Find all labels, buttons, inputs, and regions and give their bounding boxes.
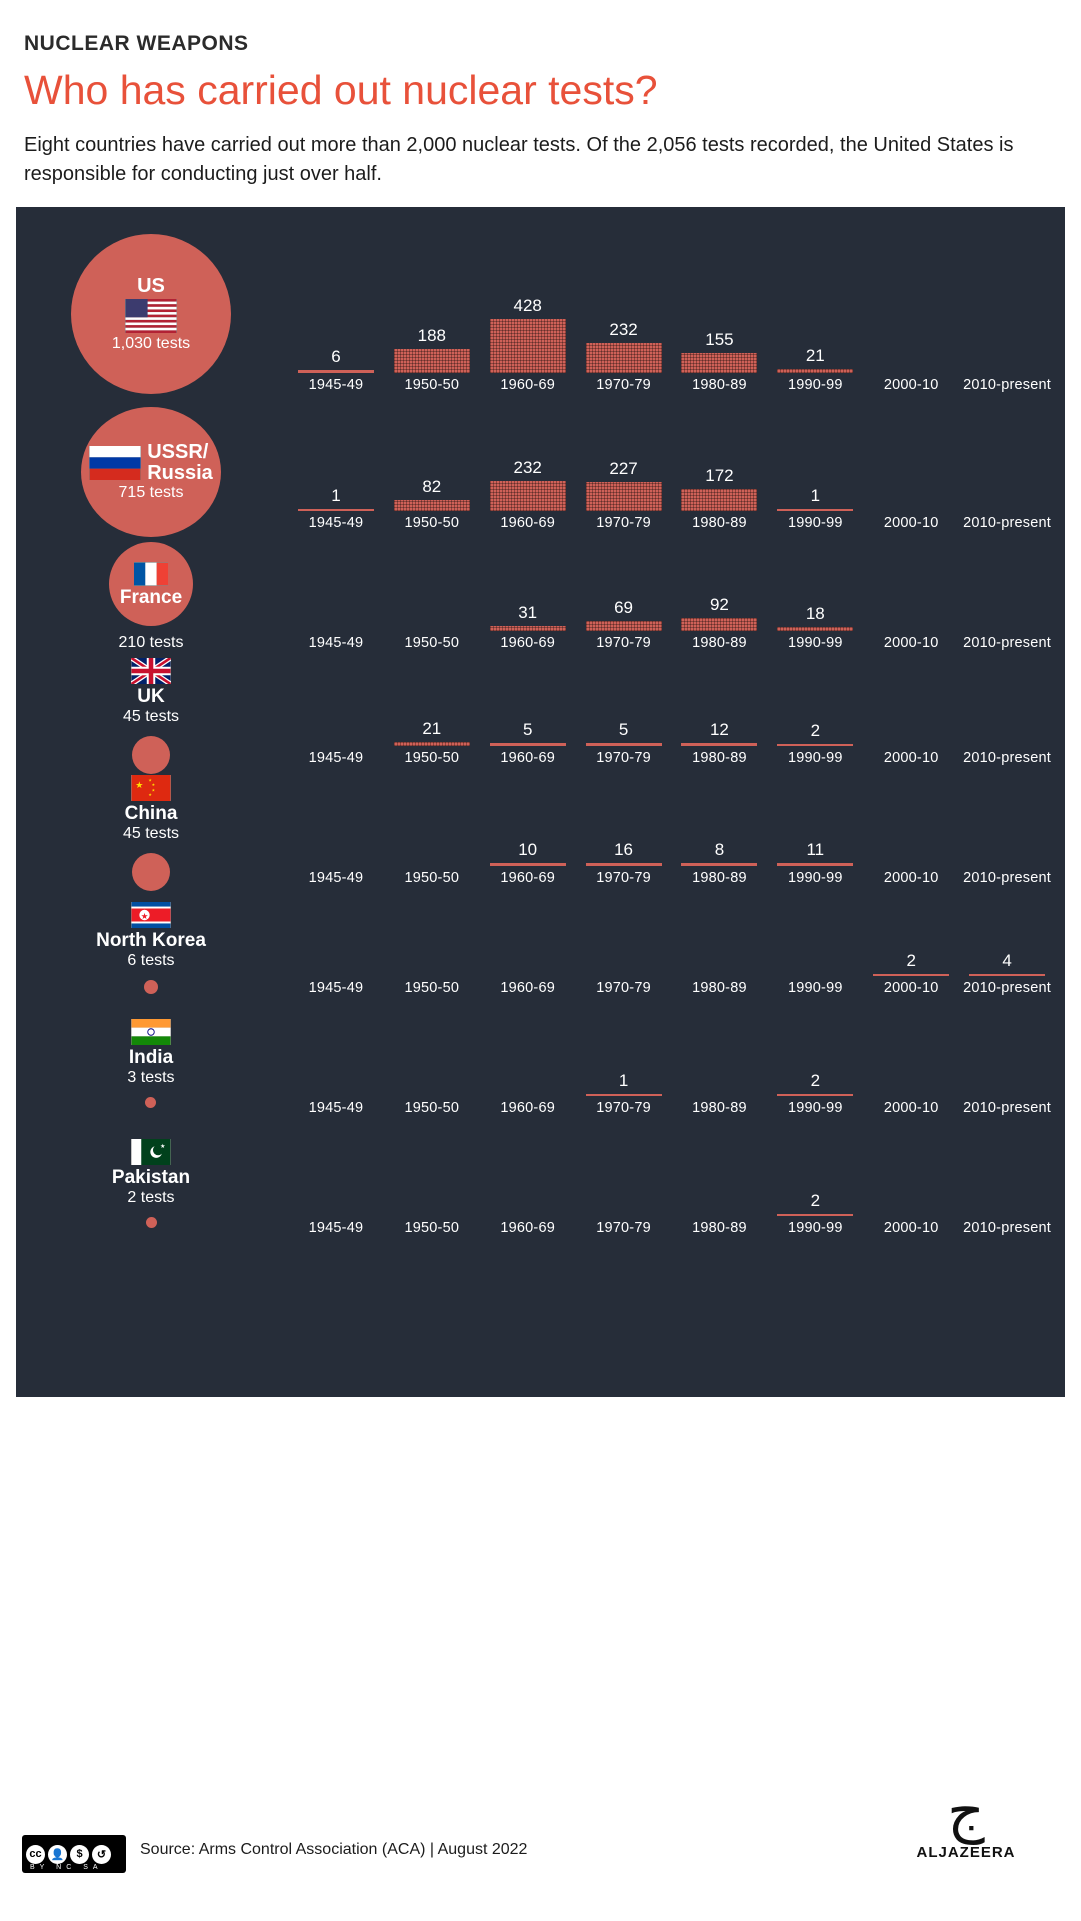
decade-label: 1960-69 [500, 1220, 555, 1237]
decade-column [863, 537, 959, 657]
country-total: 45 tests [122, 707, 180, 725]
decade-column [288, 407, 384, 537]
decade-column [959, 892, 1055, 1002]
ussr-flag [89, 446, 141, 480]
decade-label: 2000-10 [883, 870, 939, 887]
cc-nc-icon: $ [70, 1845, 89, 1864]
decade-label: 2000-10 [883, 635, 939, 652]
decade-label: 1945-49 [308, 377, 364, 394]
decade-label: 1950-50 [404, 1100, 460, 1117]
decade-label: 2010-present [963, 870, 1051, 887]
bar [586, 621, 662, 631]
bar [298, 370, 374, 373]
decade-label: 1960-69 [500, 870, 555, 887]
bar-value: 1 [618, 1071, 629, 1091]
decade-column [959, 407, 1055, 537]
decade-column [480, 1002, 576, 1122]
country-bubble [81, 407, 221, 537]
bar [586, 863, 662, 866]
bar [490, 319, 566, 373]
decade-label: 1980-89 [692, 750, 747, 767]
country-label [96, 900, 206, 994]
decade-label: 1980-89 [692, 1220, 747, 1237]
decade-column [384, 1122, 480, 1242]
flag-wrap [134, 560, 168, 588]
decade-column [384, 537, 480, 657]
decade-label: 1970-79 [596, 980, 651, 997]
decade-column [576, 1122, 672, 1242]
decade-label: 1950-50 [404, 635, 460, 652]
decade-column [863, 407, 959, 537]
decade-column [480, 1122, 576, 1242]
country-total: 1,030 tests [111, 334, 191, 352]
bar-value: 5 [618, 720, 629, 740]
country-name-line2: Russia [147, 462, 213, 485]
aljazeera-logo [891, 1777, 1041, 1861]
decade-column [672, 1002, 768, 1122]
decade-column [480, 772, 576, 892]
decade-label: 2010-present [963, 1220, 1051, 1237]
decade-column [863, 772, 959, 892]
flag-wrap [131, 1137, 171, 1167]
decade-label: 1990-99 [788, 1220, 843, 1237]
decade-label: 1960-69 [500, 515, 555, 532]
country-name: North Korea [96, 930, 206, 952]
decade-column [576, 407, 672, 537]
decade-column [480, 537, 576, 657]
decade-label: 1950-50 [404, 750, 460, 767]
bar-value: 172 [705, 466, 734, 486]
bar [969, 974, 1045, 976]
decade-bars [288, 1002, 1055, 1122]
flag-wrap [131, 1017, 171, 1047]
decade-label: 1945-49 [308, 750, 364, 767]
country-bubble [145, 1097, 156, 1108]
source-note: Source: Arms Control Association (ACA) | August 2022 [140, 1841, 528, 1858]
country-label [112, 1137, 190, 1228]
country-bubble [146, 1217, 157, 1228]
bar [394, 742, 470, 746]
decade-column [672, 657, 768, 772]
decade-column [767, 1122, 863, 1242]
bar-value: 2 [906, 951, 916, 971]
cc-legend: BY NC SA [30, 1864, 103, 1871]
bar [681, 618, 757, 631]
decade-label: 1945-49 [308, 515, 364, 532]
cc-sa-icon: ↺ [92, 1845, 111, 1864]
bar-value: 5 [522, 720, 533, 740]
bar-value: 31 [518, 603, 538, 623]
decade-label: 1970-79 [596, 750, 651, 767]
country-row [16, 229, 1065, 399]
decade-bars [288, 229, 1055, 399]
decade-label: 1945-49 [308, 980, 364, 997]
decade-column [576, 657, 672, 772]
decade-column [384, 229, 480, 399]
bar [777, 1214, 853, 1216]
pakistan-flag [131, 1139, 171, 1165]
decade-column [576, 892, 672, 1002]
decade-label: 2010-present [963, 980, 1051, 997]
aljazeera-mark-icon: ج [947, 1777, 985, 1845]
decade-column [384, 772, 480, 892]
decade-column [480, 892, 576, 1002]
decade-column [767, 657, 863, 772]
bar [777, 1094, 853, 1096]
country-name: France [119, 587, 183, 609]
decade-label: 2000-10 [883, 750, 939, 767]
decade-label: 1980-89 [692, 515, 747, 532]
decade-column [863, 892, 959, 1002]
bar-value: 6 [331, 347, 341, 367]
bar [586, 482, 662, 511]
country-bubble [71, 234, 231, 394]
decade-label: 1980-89 [692, 635, 747, 652]
bar [490, 863, 566, 866]
decade-column [767, 229, 863, 399]
decade-column [959, 229, 1055, 399]
country-row [16, 772, 1065, 892]
decade-label: 1970-79 [596, 1100, 651, 1117]
decade-label: 1950-50 [404, 980, 460, 997]
bar-value: 4 [1002, 951, 1012, 971]
bar-value: 11 [806, 840, 825, 860]
bar [490, 743, 566, 746]
decade-column [288, 657, 384, 772]
decade-column [959, 537, 1055, 657]
decade-column [576, 229, 672, 399]
decade-label: 1980-89 [692, 1100, 747, 1117]
country-bubble [132, 853, 170, 891]
bar [777, 863, 853, 866]
decade-label: 1945-49 [308, 635, 364, 652]
country-label-group [16, 772, 286, 892]
decade-label: 1980-89 [692, 377, 747, 394]
decade-label: 1970-79 [596, 377, 651, 394]
decade-label: 1990-99 [788, 1100, 843, 1117]
decade-bars [288, 772, 1055, 892]
country-bubble [109, 542, 193, 626]
bar-value: 12 [709, 720, 729, 740]
decade-label: 1945-49 [308, 1220, 364, 1237]
decade-column [288, 1122, 384, 1242]
bar [777, 369, 853, 373]
decade-column [767, 772, 863, 892]
decade-column [288, 892, 384, 1002]
svg-text:★: ★ [151, 787, 156, 793]
france-flag [134, 562, 168, 586]
country-label-group [16, 1002, 286, 1122]
decade-label: 2010-present [963, 515, 1051, 532]
aljazeera-wordmark: ALJAZEERA [916, 1844, 1016, 1861]
decade-label: 2010-present [963, 377, 1051, 394]
decade-label: 1990-99 [788, 635, 843, 652]
country-label-group [16, 1122, 286, 1242]
bar-value: 21 [805, 346, 825, 366]
decade-label: 1945-49 [308, 870, 364, 887]
decade-column [384, 1002, 480, 1122]
decade-column [767, 537, 863, 657]
bar-value: 232 [609, 320, 638, 340]
flag-wrap [131, 656, 171, 686]
bar [681, 353, 757, 373]
flag-wrap [131, 900, 171, 930]
decade-label: 2000-10 [883, 377, 939, 394]
country-total: 6 tests [127, 952, 175, 970]
decade-column [767, 892, 863, 1002]
decade-label: 1960-69 [500, 980, 555, 997]
decade-label: 1950-50 [404, 1220, 460, 1237]
svg-text:★: ★ [151, 782, 156, 788]
country-name: US [137, 274, 165, 297]
bar-value: 428 [513, 296, 542, 316]
bar [777, 509, 853, 511]
svg-text:★: ★ [148, 777, 152, 783]
decade-label: 1960-69 [500, 377, 555, 394]
country-name: China [124, 803, 178, 825]
bar-value: 82 [422, 477, 442, 497]
bar [873, 974, 949, 976]
bar [586, 343, 662, 373]
country-total: 45 tests [122, 825, 180, 843]
cc-icon: cc [26, 1845, 45, 1864]
bar [586, 743, 662, 746]
decade-column [863, 1122, 959, 1242]
decade-label: 1990-99 [788, 750, 843, 767]
country-row [16, 892, 1065, 1002]
page-title: Who has carried out nuclear tests? [24, 67, 658, 113]
country-row [16, 407, 1065, 537]
bar-value: 188 [417, 326, 446, 346]
decade-bars [288, 537, 1055, 657]
decade-label: 1970-79 [596, 870, 651, 887]
header [0, 0, 1081, 189]
country-name [147, 442, 213, 484]
decade-bars [288, 657, 1055, 772]
decade-label: 1945-49 [308, 1100, 364, 1117]
us-flag [125, 299, 177, 333]
svg-text:★: ★ [160, 1143, 166, 1150]
decade-column [959, 1122, 1055, 1242]
country-label-group [16, 229, 286, 399]
country-name-flag-row [89, 442, 213, 484]
bar-value: 155 [705, 330, 734, 350]
decade-label: 1990-99 [788, 377, 843, 394]
bar-value: 69 [614, 598, 634, 618]
bar [394, 500, 470, 511]
bar [681, 743, 757, 746]
decade-column [576, 772, 672, 892]
bar-value: 10 [518, 840, 538, 860]
decade-column [288, 772, 384, 892]
bar-value: 1 [331, 486, 341, 506]
svg-text:★: ★ [148, 791, 152, 797]
decade-column [672, 229, 768, 399]
bar-value: 18 [805, 604, 825, 624]
country-row [16, 1002, 1065, 1122]
bar [490, 626, 566, 631]
decade-label: 1950-50 [404, 870, 460, 887]
bar [394, 349, 470, 373]
decade-label: 1970-79 [596, 635, 651, 652]
decade-column [288, 229, 384, 399]
flag-wrap [125, 297, 177, 335]
country-total: 2 tests [127, 1188, 175, 1206]
decade-label: 1970-79 [596, 515, 651, 532]
india-flag [131, 1019, 171, 1045]
decade-label: 1950-50 [404, 515, 460, 532]
country-row [16, 657, 1065, 772]
svg-text:★: ★ [140, 910, 149, 921]
decade-column [480, 407, 576, 537]
decade-bars [288, 407, 1055, 537]
decade-column [384, 407, 480, 537]
country-label-group [16, 537, 286, 657]
decade-column [480, 657, 576, 772]
decade-column [672, 772, 768, 892]
chart-panel [16, 207, 1065, 1397]
decade-column [480, 229, 576, 399]
country-label [123, 656, 179, 774]
bar-value: 1 [810, 486, 821, 506]
country-row [16, 537, 1065, 657]
decade-column [767, 1002, 863, 1122]
country-total: 210 tests [118, 634, 184, 652]
bar [681, 489, 757, 511]
bar-value: 232 [513, 458, 542, 478]
decade-label: 1990-99 [788, 515, 843, 532]
decade-label: 1960-69 [500, 750, 555, 767]
creative-commons-badge [22, 1835, 126, 1873]
country-name: Pakistan [111, 1166, 191, 1188]
decade-column [863, 229, 959, 399]
kicker: NUCLEAR WEAPONS [24, 32, 249, 55]
bar [490, 481, 566, 511]
svg-text:★: ★ [135, 781, 144, 792]
bar [777, 627, 853, 631]
decade-label: 2000-10 [883, 1100, 939, 1117]
bar-value: 2 [810, 1071, 821, 1091]
decade-label: 2000-10 [883, 515, 939, 532]
country-bubble [132, 736, 170, 774]
country-name-line1: USSR/ [147, 441, 209, 464]
decade-label: 1960-69 [500, 1100, 555, 1117]
decade-label: 1960-69 [500, 635, 555, 652]
decade-label: 1990-99 [788, 870, 843, 887]
decade-bars [288, 892, 1055, 1002]
decade-column [863, 1002, 959, 1122]
bar [298, 509, 374, 511]
cc-by-icon: 👤 [48, 1845, 67, 1864]
decade-column [672, 1122, 768, 1242]
flag-wrap [89, 444, 141, 482]
north-korea-flag [131, 902, 171, 928]
uk-flag [131, 658, 171, 684]
decade-column [672, 892, 768, 1002]
country-label [123, 773, 179, 891]
decade-label: 2010-present [963, 750, 1051, 767]
footer [0, 1651, 1081, 1921]
decade-column [959, 772, 1055, 892]
bar-value: 2 [810, 1191, 821, 1211]
bar-value: 16 [614, 840, 634, 860]
bar-value: 8 [714, 840, 725, 860]
bar [777, 744, 853, 746]
bar-value: 92 [709, 595, 729, 615]
decade-label: 1950-50 [404, 377, 460, 394]
decade-column [576, 537, 672, 657]
decade-label: 1990-99 [788, 980, 843, 997]
decade-column [767, 407, 863, 537]
decade-label: 2010-present [963, 635, 1051, 652]
country-name: UK [137, 685, 165, 707]
decade-column [288, 1002, 384, 1122]
decade-label: 1980-89 [692, 870, 747, 887]
country-total: 3 tests [127, 1068, 175, 1086]
country-total: 715 tests [118, 484, 184, 502]
decade-column [672, 537, 768, 657]
decade-column [672, 407, 768, 537]
decade-label: 2000-10 [883, 1220, 939, 1237]
country-bubble [144, 980, 158, 994]
bar [681, 863, 757, 866]
bar [586, 1094, 662, 1096]
decade-column [959, 657, 1055, 772]
country-row [16, 1122, 1065, 1242]
country-label-group [16, 892, 286, 1002]
flag-wrap [131, 773, 171, 803]
decade-column [288, 537, 384, 657]
decade-column [576, 1002, 672, 1122]
decade-label: 1970-79 [596, 1220, 651, 1237]
country-label-group [16, 657, 286, 772]
decade-column [863, 657, 959, 772]
bar-value: 2 [810, 721, 821, 741]
decade-label: 1980-89 [692, 980, 747, 997]
decade-column [384, 892, 480, 1002]
decade-label: 2000-10 [883, 980, 939, 997]
country-label-group [16, 407, 286, 537]
china-flag [131, 775, 171, 801]
decade-bars [288, 1122, 1055, 1242]
bar-value: 227 [609, 459, 638, 479]
decade-label: 2010-present [963, 1100, 1051, 1117]
country-label [127, 1017, 174, 1108]
country-name: India [128, 1046, 174, 1068]
decade-column [384, 657, 480, 772]
standfirst: Eight countries have carried out more than 2,000 nuclear tests. Of the 2,056 tests recorded, the United States is responsible for conducting just over half. [24, 134, 1014, 186]
decade-column [959, 1002, 1055, 1122]
bar-value: 21 [422, 719, 442, 739]
